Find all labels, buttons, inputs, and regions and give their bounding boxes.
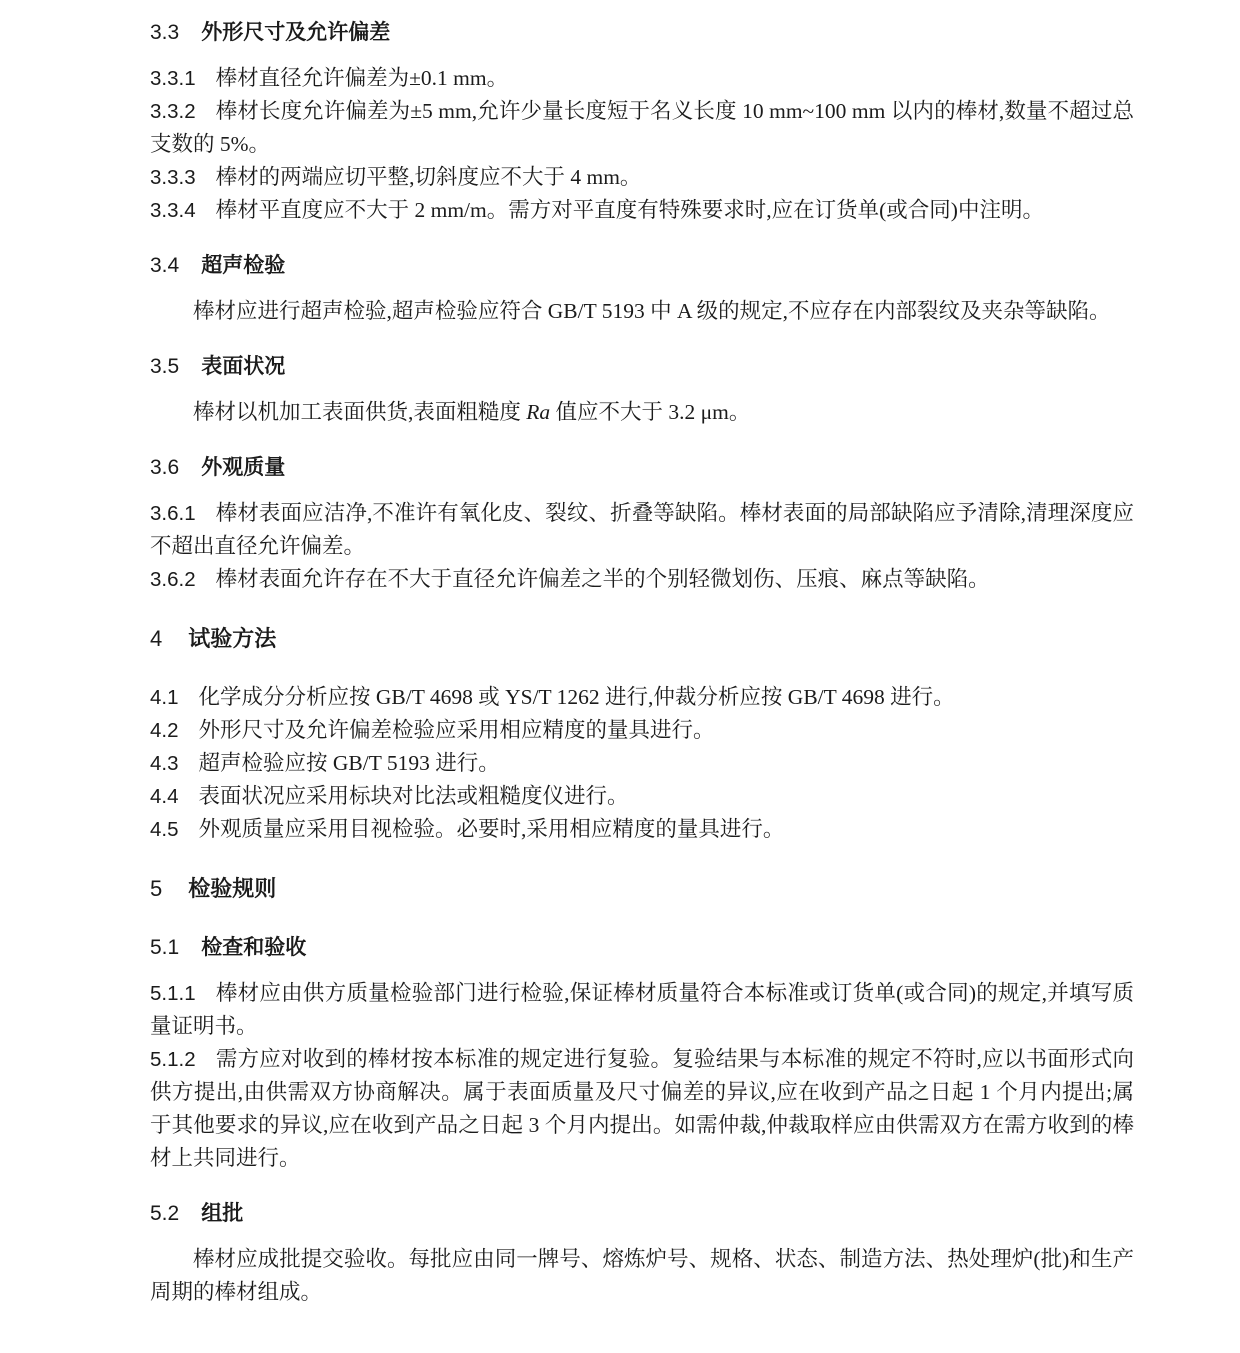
roughness-symbol-Ra: Ra xyxy=(526,400,551,424)
clause-4-3-number: 4.3 xyxy=(150,752,179,775)
paragraph-3-5-text-pre: 棒材以机加工表面供货,表面粗糙度 xyxy=(193,400,527,424)
section-5-1-title: 检查和验收 xyxy=(201,936,307,959)
clause-4-1-text: 化学成分分析应按 GB/T 4698 或 YS/T 1262 进行,仲裁分析应按 GB/T 4698 进行。 xyxy=(198,685,955,709)
section-3-3-heading xyxy=(150,16,1134,49)
chapter-5-heading xyxy=(150,872,1134,905)
section-3-6-heading xyxy=(150,451,1134,484)
clause-5-1-1 xyxy=(150,977,1134,1043)
clause-4-2-text: 外形尺寸及允许偏差检验应采用相应精度的量具进行。 xyxy=(198,718,715,742)
clause-3-6-2-number: 3.6.2 xyxy=(150,568,196,591)
clause-5-1-2-number: 5.1.2 xyxy=(150,1048,196,1071)
paragraph-5-2-body: 棒材应成批提交验收。每批应由同一牌号、熔炼炉号、规格、状态、制造方法、热处理炉(批)和生产周期的棒材组成。 xyxy=(150,1247,1134,1304)
section-3-5-title: 表面状况 xyxy=(201,355,286,378)
section-5-2-number: 5.2 xyxy=(150,1202,180,1225)
clause-3-6-2 xyxy=(150,563,1134,596)
clause-3-3-1 xyxy=(150,62,1134,95)
section-3-4-number: 3.4 xyxy=(150,254,180,277)
paragraph-3-5-text-post: 值应不大于 3.2 μm。 xyxy=(550,400,751,424)
section-5-2-title: 组批 xyxy=(201,1202,244,1225)
clause-4-3 xyxy=(150,747,1134,780)
clause-3-3-4-text: 棒材平直度应不大于 2 mm/m。需方对平直度有特殊要求时,应在订货单(或合同)中注明。 xyxy=(215,198,1044,222)
clause-5-1-2 xyxy=(150,1043,1134,1175)
section-3-4-heading xyxy=(150,249,1134,282)
section-3-4-title: 超声检验 xyxy=(201,254,286,277)
section-5-1-number: 5.1 xyxy=(150,936,180,959)
clause-3-3-2 xyxy=(150,95,1134,161)
clause-4-2-number: 4.2 xyxy=(150,719,179,742)
chapter-5-title: 检验规则 xyxy=(188,876,277,901)
clause-4-1-number: 4.1 xyxy=(150,686,179,709)
chapter-4-title: 试验方法 xyxy=(188,626,277,651)
clause-3-3-4 xyxy=(150,194,1134,227)
section-3-6-title: 外观质量 xyxy=(201,456,286,479)
section-3-6-number: 3.6 xyxy=(150,456,180,479)
paragraph-3-5-body xyxy=(150,396,1134,429)
section-3-5-number: 3.5 xyxy=(150,355,180,378)
clause-5-1-1-text: 棒材应由供方质量检验部门进行检验,保证棒材质量符合本标准或订货单(或合同)的规定,并填写质量证明书。 xyxy=(150,981,1134,1038)
clause-4-4-number: 4.4 xyxy=(150,785,179,808)
clause-3-6-2-text: 棒材表面允许存在不大于直径允许偏差之半的个别轻微划伤、压痕、麻点等缺陷。 xyxy=(215,567,990,591)
clause-4-5-number: 4.5 xyxy=(150,818,179,841)
chapter-5-number: 5 xyxy=(150,876,163,901)
clause-4-5 xyxy=(150,813,1134,846)
clause-5-1-2-text: 需方应对收到的棒材按本标准的规定进行复验。复验结果与本标准的规定不符时,应以书面形式向供方提出,由供需双方协商解决。属于表面质量及尺寸偏差的异议,应在收到产品之日起 1 个月内提出;属于其他要求的异议,应在收到产品之日起 3 个月内提出。如需仲裁,仲裁取样应由供需双方在需方收到的棒材上共同进行。 xyxy=(150,1047,1134,1170)
clause-3-6-1 xyxy=(150,497,1134,563)
clause-4-4-text: 表面状况应采用标块对比法或粗糙度仪进行。 xyxy=(198,784,629,808)
paragraph-3-4-body: 棒材应进行超声检验,超声检验应符合 GB/T 5193 中 A 级的规定,不应存在内部裂纹及夹杂等缺陷。 xyxy=(193,299,1111,323)
clause-3-3-2-text: 棒材长度允许偏差为±5 mm,允许少量长度短于名义长度 10 mm~100 mm 以内的棒材,数量不超过总支数的 5%。 xyxy=(150,99,1134,156)
chapter-4-number: 4 xyxy=(150,626,163,651)
clause-3-3-2-number: 3.3.2 xyxy=(150,100,196,123)
clause-3-6-1-number: 3.6.1 xyxy=(150,502,196,525)
clause-3-3-4-number: 3.3.4 xyxy=(150,199,196,222)
clause-3-6-1-text: 棒材表面应洁净,不准许有氧化皮、裂纹、折叠等缺陷。棒材表面的局部缺陷应予清除,清理深度应不超出直径允许偏差。 xyxy=(150,501,1134,558)
clause-3-3-3-number: 3.3.3 xyxy=(150,166,196,189)
section-3-3-number: 3.3 xyxy=(150,21,180,44)
clause-4-5-text: 外观质量应采用目视检验。必要时,采用相应精度的量具进行。 xyxy=(198,817,785,841)
clause-5-1-1-number: 5.1.1 xyxy=(150,982,196,1005)
clause-4-2 xyxy=(150,714,1134,747)
clause-4-4 xyxy=(150,780,1134,813)
section-5-1-heading xyxy=(150,931,1134,964)
clause-4-1 xyxy=(150,681,1134,714)
clause-3-3-3 xyxy=(150,161,1134,194)
clause-3-3-1-number: 3.3.1 xyxy=(150,67,196,90)
clause-3-3-1-text: 棒材直径允许偏差为±0.1 mm。 xyxy=(215,66,509,90)
clause-3-3-3-text: 棒材的两端应切平整,切斜度应不大于 4 mm。 xyxy=(215,165,642,189)
section-3-3-title: 外形尺寸及允许偏差 xyxy=(201,21,391,44)
section-5-2-heading xyxy=(150,1197,1134,1230)
chapter-4-heading xyxy=(150,622,1134,655)
section-3-5-heading xyxy=(150,350,1134,383)
clause-4-3-text: 超声检验应按 GB/T 5193 进行。 xyxy=(198,751,500,775)
